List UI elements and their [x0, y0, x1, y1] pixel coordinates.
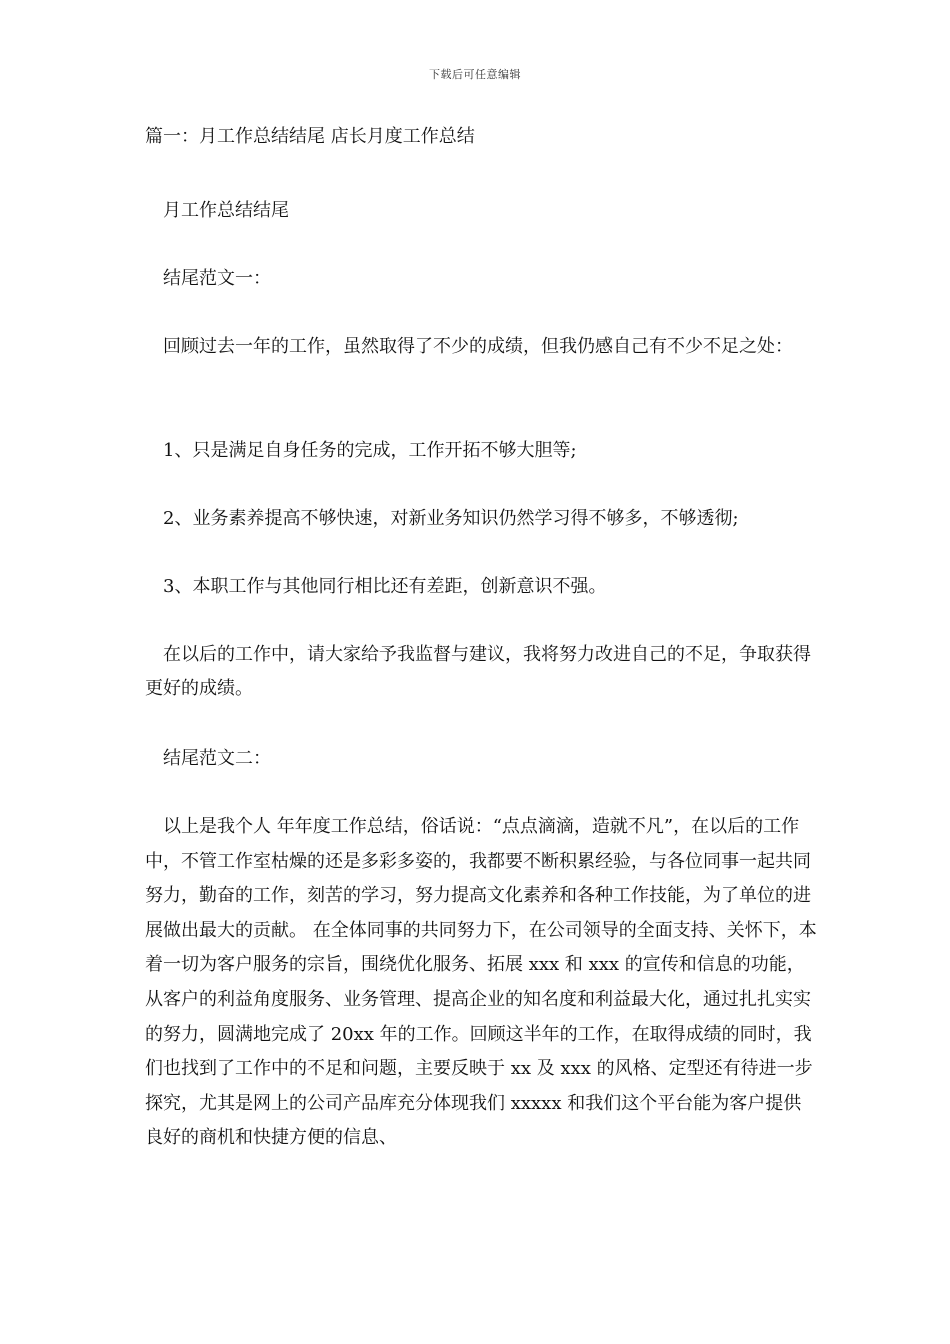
sample2-body: 以上是我个人 年年度工作总结，俗话说：“点点滴滴，造就不凡”，在以后的工作中，不管工作室枯燥的还是多彩多姿的，我都要不断积累经验，与各位同事一起共同努力，勤奋的工作，刻苦的学习，努力提高文化素养和各种工作技能，为了单位的进展做出最大的贡献。 在全体同事的共同努力下，在公司领导的全面支持、关怀下，本着一切为客户服务的宗旨，围绕优化服务、拓展 xxx 和 xxx 的宣传和信息的功能，从客户的利益角度服务、业务管理、提高企业的知名度和利益最大化，通过扎扎实实的努力，圆满地完成了 20xx 年的工作。回顾这半年的工作，在取得成绩的同时，我们也找到了工作中的不足和问题，主要反映于 xx 及 xxx 的风格、定型还有待进一步探究，尤其是网上的公司产品库充分体现我们 xxxxx 和我们这个平台能为客户提供良好的商机和快捷方便的信息、 — [145, 816, 817, 1149]
list-item: 3、本职工作与其他同行相比还有差距，创新意识不强。 — [163, 576, 607, 597]
document-subtitle: 月工作总结结尾 — [163, 200, 289, 221]
sample1-closing: 在以后的工作中，请大家给予我监督与建议，我将努力改进自己的不足，争取获得更好的成绩。 — [145, 644, 811, 699]
header-note: 下载后可任意编辑 — [429, 68, 521, 81]
sample1-label: 结尾范文一： — [163, 268, 271, 289]
sample2-label: 结尾范文二： — [163, 748, 271, 769]
list-item: 2、业务素养提高不够快速，对新业务知识仍然学习得不够多，不够透彻; — [163, 508, 739, 529]
list-item: 1、只是满足自身任务的完成，工作开拓不够大胆等; — [163, 440, 577, 461]
sample1-intro: 回顾过去一年的工作，虽然取得了不少的成绩，但我仍感自己有不少不足之处： — [163, 336, 793, 357]
document-title: 篇一：月工作总结结尾 店长月度工作总结 — [145, 126, 475, 147]
